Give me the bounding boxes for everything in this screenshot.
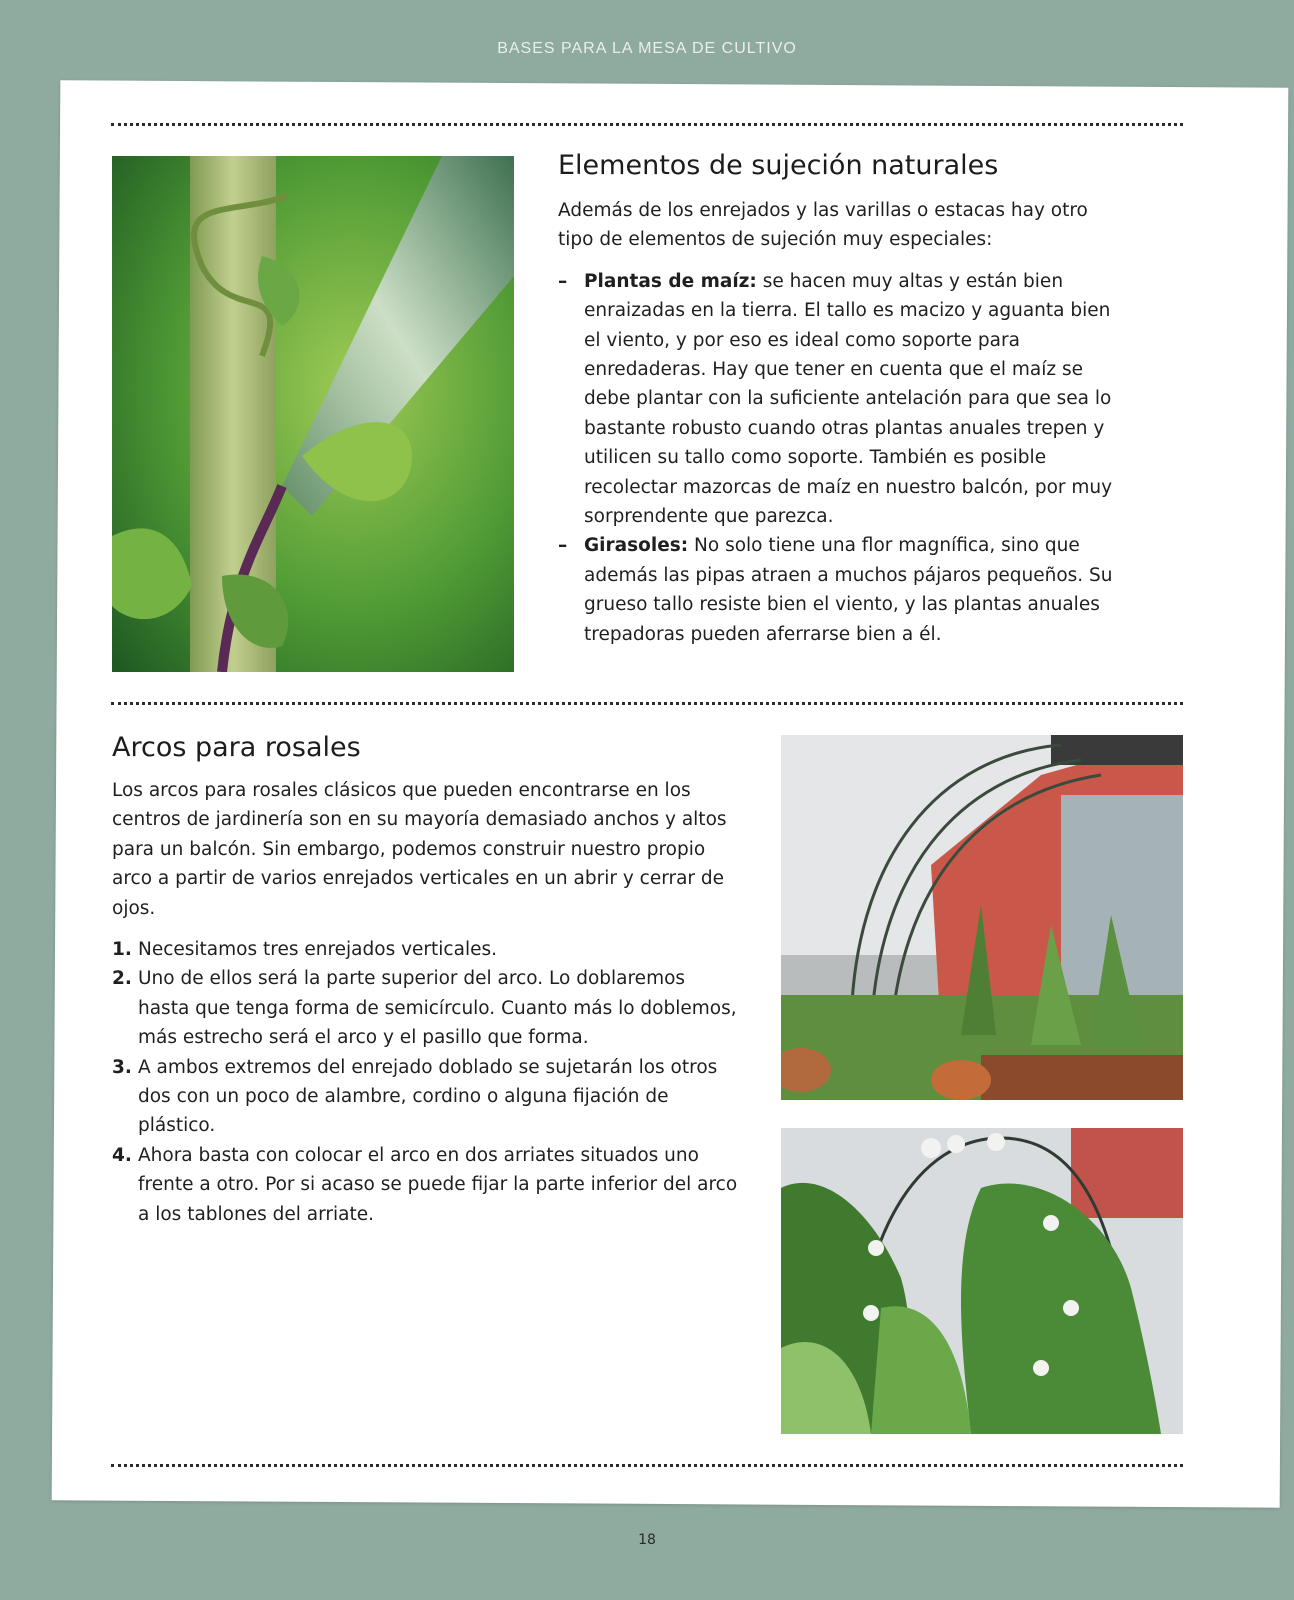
step-text: Ahora basta con colocar el arco en dos arriates situados uno frente a otro. Por si acaso se puede fijar la parte inferior del arco a los tablones del arriate. bbox=[138, 1144, 738, 1225]
arch-steps-list bbox=[112, 935, 740, 1229]
section1-intro: Además de los enrejados y las varillas o estacas hay otro tipo de elementos de sujeción muy especiales: bbox=[558, 200, 1088, 251]
dotted-divider bbox=[111, 702, 1183, 705]
photo-arch-covered-with-plants bbox=[781, 1128, 1183, 1434]
step-item bbox=[112, 1053, 740, 1141]
step-number: 3. bbox=[112, 1056, 132, 1078]
step-number: 2. bbox=[112, 968, 132, 990]
list-item-term: Plantas de maíz: bbox=[584, 270, 757, 292]
list-item-sunflowers bbox=[558, 531, 1118, 649]
list-item-term: Girasoles: bbox=[584, 535, 689, 557]
step-item bbox=[112, 964, 740, 1052]
section-title-rose-arches: Arcos para rosales bbox=[112, 732, 361, 763]
section2-body bbox=[112, 776, 740, 1229]
photo-bean-on-corn-stalk bbox=[112, 156, 514, 672]
step-item bbox=[112, 935, 740, 964]
running-header: BASES PARA LA MESA DE CULTIVO bbox=[497, 40, 797, 57]
step-number: 4. bbox=[112, 1144, 132, 1166]
support-elements-list bbox=[558, 267, 1118, 649]
list-item-text: No solo tiene una flor magnífica, sino que además las pipas atraen a muchos pájaros pequeños. Su grueso tallo resiste bien el viento, y las plantas anuales trepadoras pueden aferrarse bien a él. bbox=[584, 535, 1113, 645]
step-item bbox=[112, 1141, 740, 1229]
step-text: A ambos extremos del enrejado doblado se sujetarán los otros dos con un poco de alambre, cordino o alguna fijación de plástico. bbox=[138, 1056, 718, 1137]
step-text: Uno de ellos será la parte superior del arco. Lo doblaremos hasta que tenga forma de semicírculo. Cuanto más lo doblemos, más estrecho será el arco y el pasillo que forma. bbox=[138, 968, 737, 1049]
section2-intro: Los arcos para rosales clásicos que pueden encontrarse en los centros de jardinería son en su mayoría demasiado anchos y altos para un balcón. Sin embargo, podemos construir nuestro propio arco a partir de varios enrejados verticales en un abrir y cerrar de ojos. bbox=[112, 780, 727, 919]
list-marker: – bbox=[558, 270, 568, 292]
list-item-corn bbox=[558, 267, 1118, 532]
photo-balcony-arch-trellis bbox=[781, 735, 1183, 1100]
section-title-natural-supports: Elementos de sujeción naturales bbox=[558, 150, 999, 181]
dotted-divider bbox=[111, 123, 1183, 126]
dotted-divider bbox=[111, 1464, 1183, 1467]
list-marker: – bbox=[558, 535, 568, 557]
list-item-text: se hacen muy altas y están bien enraizadas en la tierra. El tallo es macizo y aguanta bien el viento, y por eso es ideal como soporte para enredaderas. Hay que tener en cuenta que el maíz se debe plantar con la suficiente antelación para que sea lo bastante robusto cuando otras plantas anuales trepen y utilicen su tallo como soporte. También es posible recolectar mazorcas de maíz en nuestro balcón, por muy sorprendente que parezca. bbox=[584, 270, 1113, 528]
step-text: Necesitamos tres enrejados verticales. bbox=[138, 939, 497, 961]
page-number: 18 bbox=[638, 1532, 656, 1548]
step-number: 1. bbox=[112, 939, 132, 961]
section1-body bbox=[558, 196, 1118, 649]
